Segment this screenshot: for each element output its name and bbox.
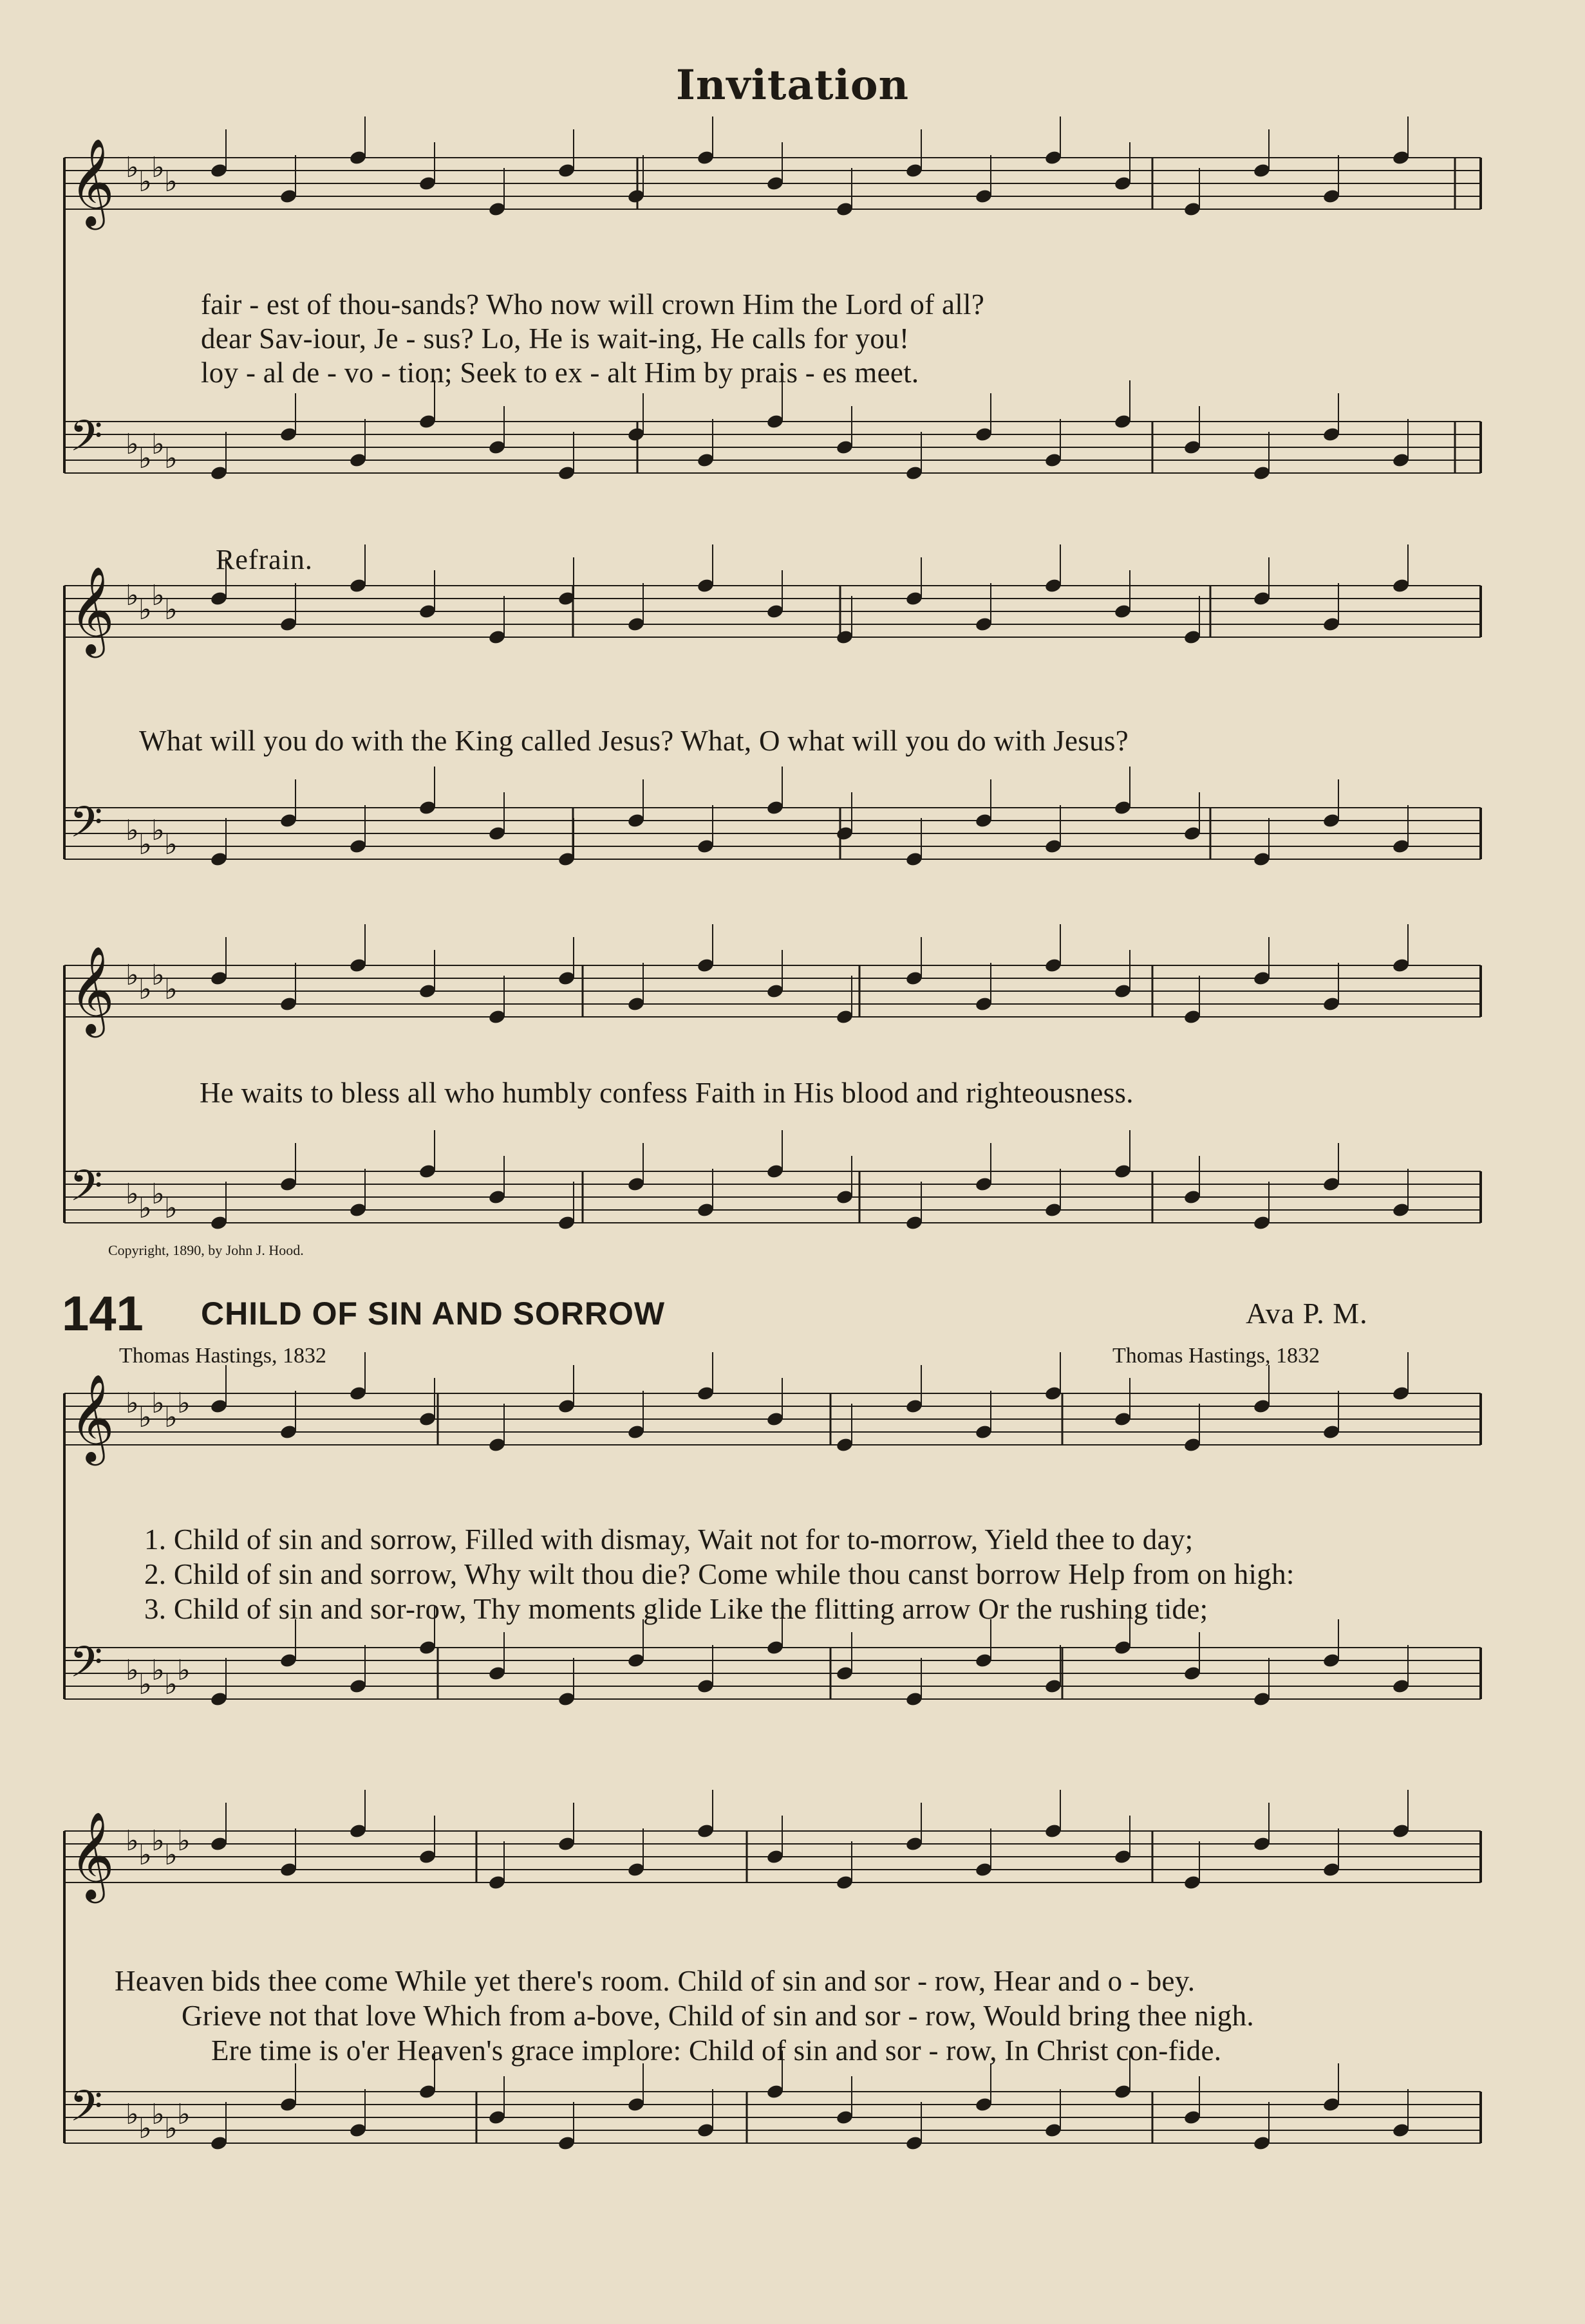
- flat-icon: ♭: [177, 1825, 191, 1857]
- bass-clef-icon: 𝄢: [70, 1161, 103, 1221]
- bass-clef-icon: 𝄢: [70, 2081, 103, 2141]
- flat-icon: ♭: [126, 2098, 139, 2131]
- verse-line-3: loy - al de - vo - tion; Seek to ex - alt Him by prais - es meet.: [201, 357, 919, 389]
- treble-clef-icon: 𝄞: [70, 137, 115, 226]
- flat-icon: ♭: [138, 442, 152, 475]
- flat-icon: ♭: [164, 2112, 178, 2145]
- flat-icon: ♭: [164, 973, 178, 1006]
- flat-icon: ♭: [138, 165, 152, 198]
- flat-icon: ♭: [126, 959, 139, 992]
- hymn-title-invitation: Invitation: [675, 61, 910, 109]
- flat-icon: ♭: [138, 973, 152, 1006]
- flat-icon: ♭: [126, 579, 139, 612]
- treble-clef-icon: 𝄞: [70, 1373, 115, 1462]
- bass-clef-icon: 𝄢: [70, 797, 103, 857]
- flat-icon: ♭: [126, 814, 139, 847]
- flat-icon: ♭: [126, 1178, 139, 1211]
- stanza-line-1: 1. Child of sin and sorrow, Filled with dismay, Wait not for to-morrow, Yield thee to day;: [144, 1523, 1194, 1556]
- flat-icon: ♭: [151, 959, 165, 992]
- flat-icon: ♭: [126, 151, 139, 184]
- treble-clef-icon: 𝄞: [70, 1810, 115, 1899]
- refrain-stanza-line-2: Grieve not that love Which from a-bove, Child of sin and sor - row, Would bring thee nigh.: [182, 2000, 1254, 2032]
- copyright-notice: Copyright, 1890, by John J. Hood.: [108, 1242, 304, 1258]
- flat-icon: ♭: [164, 1839, 178, 1872]
- flat-icon: ♭: [151, 1825, 165, 1857]
- flat-icon: ♭: [138, 2112, 152, 2145]
- flat-icon: ♭: [138, 1839, 152, 1872]
- treble-clef-icon: 𝄞: [70, 565, 115, 654]
- flat-icon: ♭: [151, 2098, 165, 2131]
- flat-icon: ♭: [151, 151, 165, 184]
- music-credit: Thomas Hastings, 1832: [1112, 1344, 1320, 1368]
- flat-icon: ♭: [177, 2098, 191, 2131]
- flat-icon: ♭: [151, 1387, 165, 1420]
- bass-clef-icon: 𝄢: [70, 1637, 103, 1697]
- flat-icon: ♭: [177, 1387, 191, 1420]
- flat-icon: ♭: [151, 1178, 165, 1211]
- refrain-line-2: He waits to bless all who humbly confess Faith in His blood and righteousness.: [200, 1077, 1134, 1109]
- refrain-stanza-line-3: Ere time is o'er Heaven's grace implore: Child of sin and sor - row, In Christ con-fide.: [211, 2034, 1222, 2067]
- flat-icon: ♭: [151, 428, 165, 461]
- hymn-title: CHILD OF SIN AND SORROW: [201, 1296, 666, 1332]
- words-credit: Thomas Hastings, 1832: [119, 1344, 327, 1368]
- verse-line-1: fair - est of thou-sands? Who now will crown Him the Lord of all?: [201, 288, 985, 321]
- flat-icon: ♭: [138, 593, 152, 626]
- verse-line-2: dear Sav-iour, Je - sus? Lo, He is wait-ing, He calls for you!: [201, 322, 910, 355]
- stanza-line-2: 2. Child of sin and sorrow, Why wilt thou die? Come while thou canst borrow Help from on high:: [144, 1558, 1295, 1590]
- hymn-number: 141: [62, 1287, 144, 1341]
- flat-icon: ♭: [138, 1401, 152, 1434]
- flat-icon: ♭: [164, 1668, 178, 1701]
- hymn-meter: Ava P. M.: [1246, 1297, 1368, 1330]
- treble-clef-icon: 𝄞: [70, 945, 115, 1034]
- flat-icon: ♭: [164, 165, 178, 198]
- flat-icon: ♭: [164, 593, 178, 626]
- flat-icon: ♭: [164, 1192, 178, 1225]
- flat-icon: ♭: [138, 1192, 152, 1225]
- flat-icon: ♭: [126, 1387, 139, 1420]
- flat-icon: ♭: [164, 1401, 178, 1434]
- refrain-label: Refrain.: [216, 544, 313, 575]
- refrain-stanza-line-1: Heaven bids thee come While yet there's room. Child of sin and sor - row, Hear and o - bey.: [115, 1965, 1196, 1997]
- flat-icon: ♭: [126, 428, 139, 461]
- flat-icon: ♭: [151, 1654, 165, 1687]
- flat-icon: ♭: [126, 1654, 139, 1687]
- flat-icon: ♭: [138, 1668, 152, 1701]
- refrain-line-1: What will you do with the King called Jesus? What, O what will you do with Jesus?: [139, 725, 1129, 757]
- flat-icon: ♭: [138, 828, 152, 861]
- flat-icon: ♭: [151, 814, 165, 847]
- flat-icon: ♭: [164, 828, 178, 861]
- flat-icon: ♭: [164, 442, 178, 475]
- flat-icon: ♭: [126, 1825, 139, 1857]
- stanza-line-3: 3. Child of sin and sor-row, Thy moments glide Like the flitting arrow Or the rushing tide;: [144, 1593, 1208, 1625]
- bass-clef-icon: 𝄢: [70, 411, 103, 471]
- flat-icon: ♭: [177, 1654, 191, 1687]
- flat-icon: ♭: [151, 579, 165, 612]
